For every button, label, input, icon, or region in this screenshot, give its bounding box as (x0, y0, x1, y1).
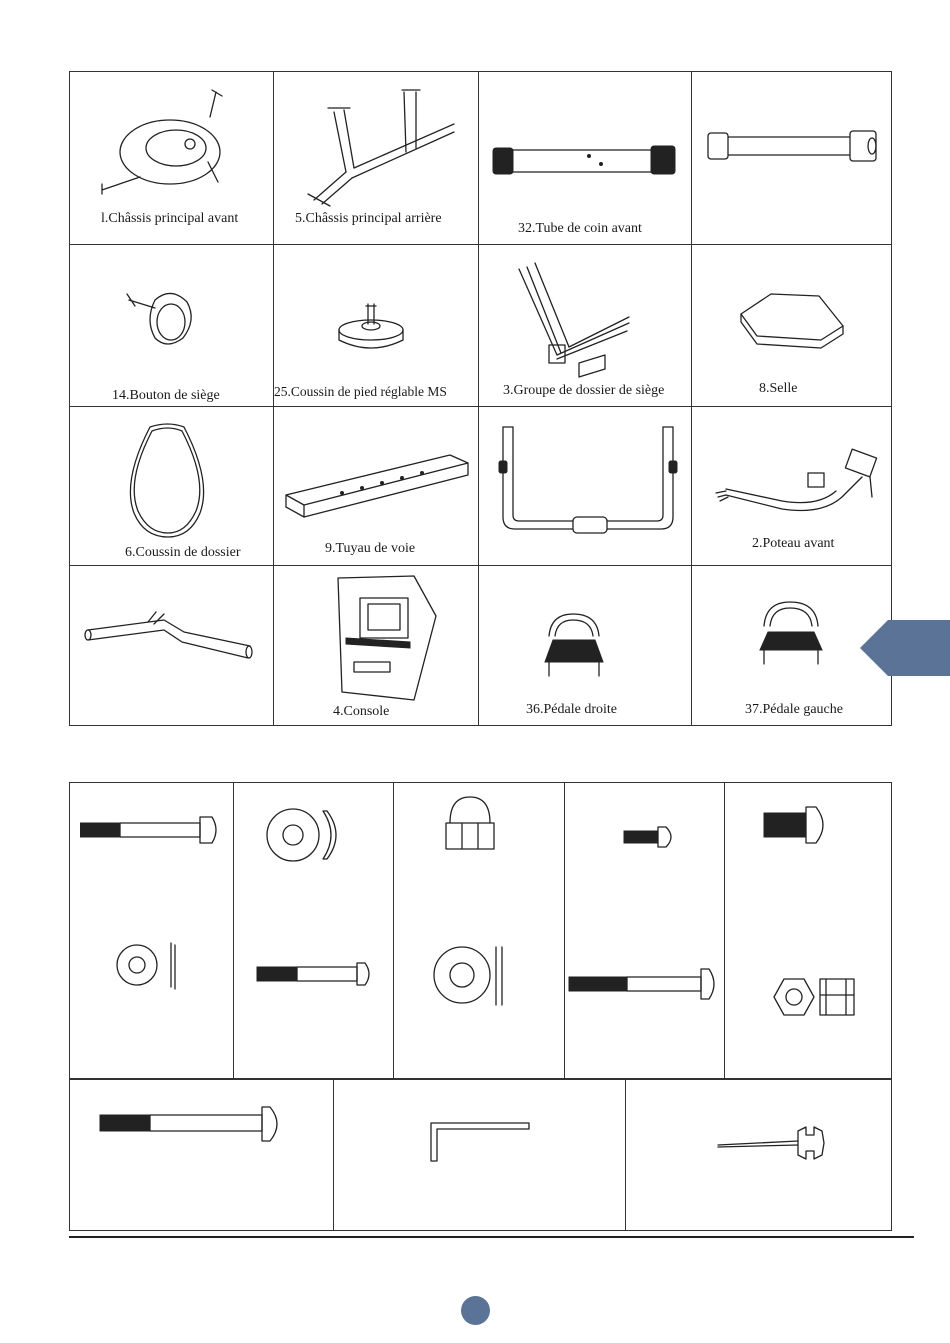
parts-table (69, 71, 892, 726)
part-label-9: 6.Coussin de dossier (125, 545, 241, 560)
front-main-frame-icon (100, 82, 240, 202)
saddle-icon (737, 290, 847, 350)
u-handlebar-icon (495, 421, 680, 541)
backrest-cushion-icon (120, 421, 215, 541)
right-pedal-icon (539, 606, 609, 686)
long-bolt-icon (80, 815, 220, 845)
part-label-2: 5.Châssis principal arrière (295, 211, 442, 226)
part-cell-2 (274, 72, 478, 244)
cap-nut-icon (440, 793, 500, 853)
console-icon (324, 572, 439, 702)
part-cell-9 (70, 407, 273, 565)
section-tab-marker (860, 620, 950, 676)
threaded-bolt-icon (98, 1105, 288, 1143)
part-label-8: 8.Selle (759, 381, 798, 396)
handlebar-icon (84, 610, 254, 670)
front-corner-tube-icon (489, 142, 684, 182)
footer-rule (69, 1236, 914, 1238)
nylon-nut-icon (770, 975, 860, 1019)
part-cell-8 (692, 245, 891, 406)
part-label-10: 9.Tuyau de voie (325, 541, 416, 556)
part-cell-5 (70, 245, 273, 406)
part-cell-12 (692, 407, 891, 565)
large-washer-icon (432, 945, 512, 1015)
part-cell-15 (479, 566, 691, 726)
button-screw-icon (762, 805, 832, 845)
part-label-6: 25.Coussin de pied réglable MS (274, 384, 447, 399)
part-label-12: 2.Poteau avant (752, 536, 835, 551)
hardware-table (69, 782, 892, 1231)
front-post-icon (712, 447, 887, 527)
button-bolt-icon (255, 961, 375, 987)
part-cell-7 (479, 245, 691, 406)
part-label-5: 14.Bouton de siège (112, 388, 220, 403)
spring-washer-icon (115, 941, 185, 991)
part-label-16: 37.Pédale gauche (745, 702, 843, 717)
left-pedal-icon (754, 596, 829, 676)
adjustable-foot-pad-icon (336, 300, 406, 355)
part-cell-6 (274, 245, 478, 406)
part-label-3: 32.Tube de coin avant (518, 221, 642, 236)
part-label-7: 3.Groupe de dossier de siège (503, 383, 665, 398)
part-cell-14 (274, 566, 478, 726)
part-cell-1 (70, 72, 273, 244)
part-cell-3 (479, 72, 691, 244)
part-cell-4 (692, 72, 891, 244)
long-button-bolt-icon (567, 967, 717, 1001)
flat-washer-icon (265, 805, 355, 865)
seat-knob-icon (125, 280, 205, 355)
part-label-14: 4.Console (333, 704, 390, 719)
rear-tube-icon (702, 127, 882, 167)
short-screw-icon (622, 825, 682, 849)
part-cell-11 (479, 407, 691, 565)
part-label-15: 36.Pédale droite (526, 702, 617, 717)
track-tube-icon (282, 445, 472, 520)
part-cell-13 (70, 566, 273, 726)
rear-main-frame-icon (294, 82, 464, 207)
multi-wrench-icon (714, 1123, 834, 1163)
seat-backrest-group-icon (509, 259, 639, 384)
part-cell-10 (274, 407, 478, 565)
part-label-1: l.Châssis principal avant (101, 211, 239, 226)
page-number-dot (461, 1296, 490, 1325)
allen-key-icon (425, 1119, 535, 1165)
